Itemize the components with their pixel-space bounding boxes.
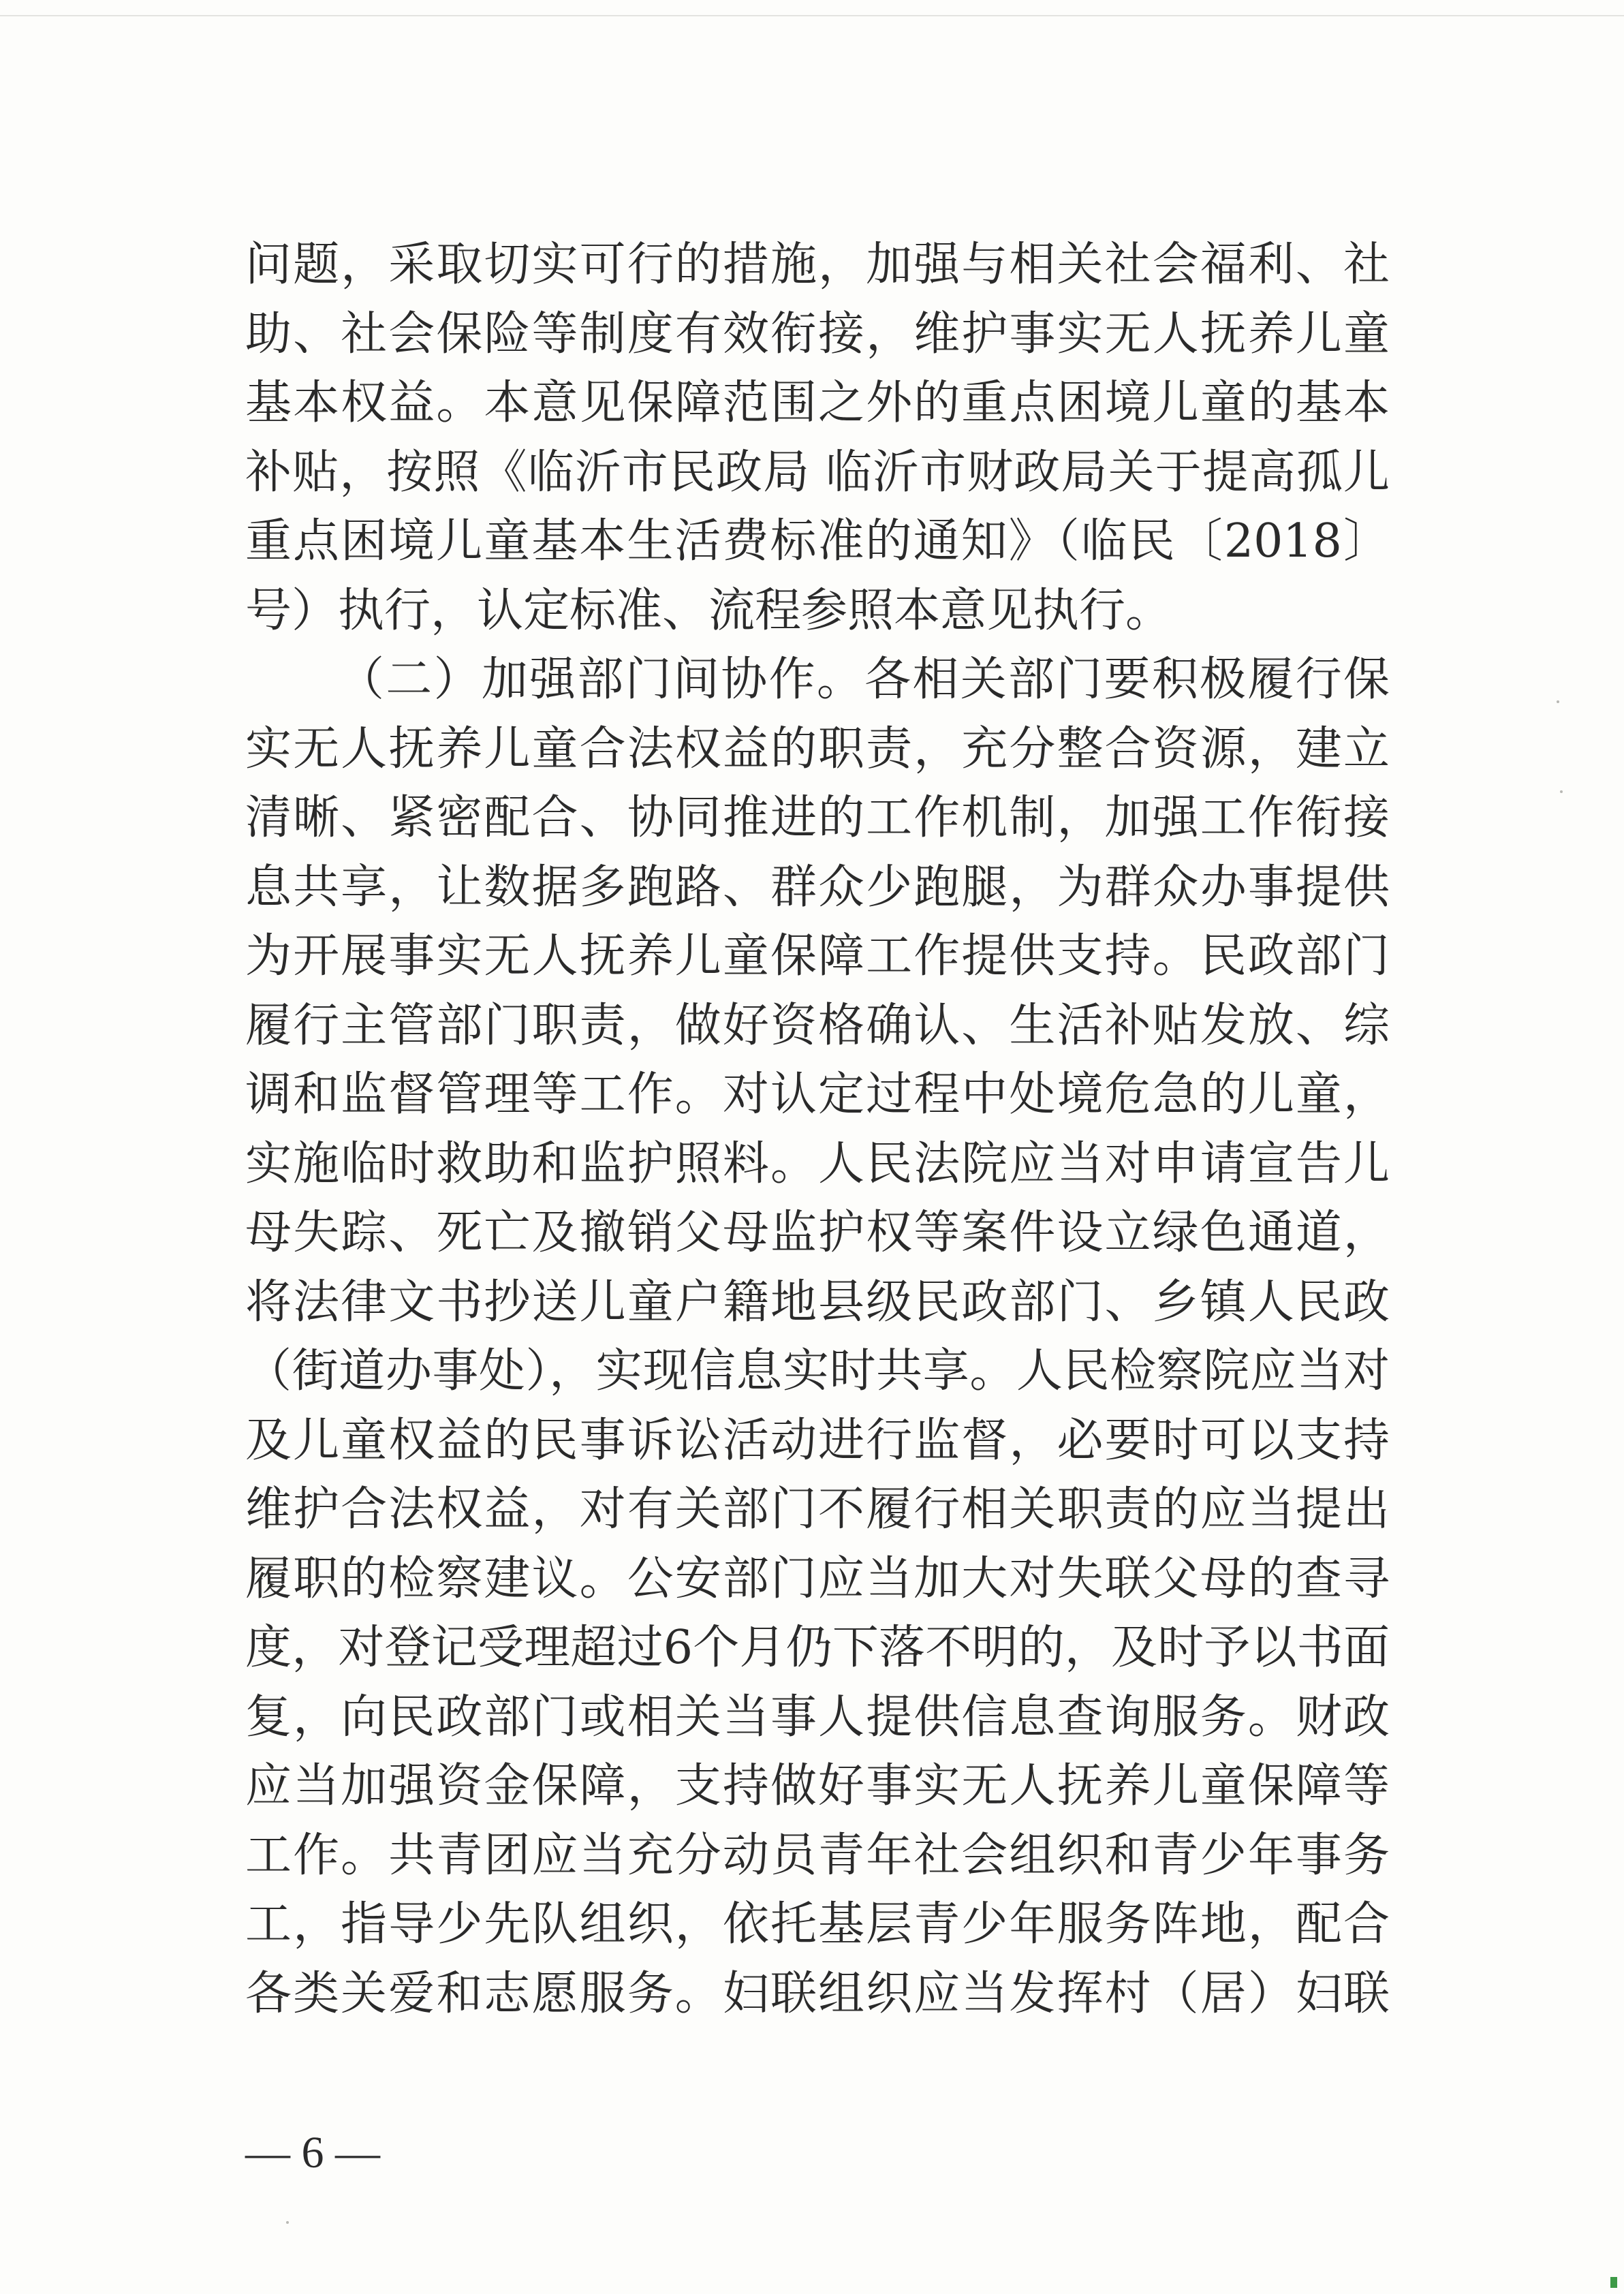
text-line: 息共享，让数据多跑路、群众少跑腿，为群众办事提供 xyxy=(245,860,1390,914)
text-line: 履职的检察建议。公安部门应当加大对失联父母的查寻 xyxy=(245,1551,1390,1606)
text-line: 问题，采取切实可行的措施，加强与相关社会福利、社 xyxy=(245,238,1390,292)
page-number: — 6 — xyxy=(245,2128,380,2177)
corner-mark xyxy=(1610,2277,1617,2288)
paragraph-start-line: （二）加强部门间协作。各相关部门要积极履行保 xyxy=(338,653,1390,707)
scan-speck xyxy=(286,2221,289,2224)
text-line: 实施临时救助和监护照料。人民法院应当对申请宣告儿 xyxy=(245,1136,1390,1191)
scan-speck xyxy=(1560,790,1563,793)
text-line: 将法律文书抄送儿童户籍地县级民政部门、乡镇人民政 xyxy=(245,1275,1390,1329)
text-line: （街道办事处），实现信息实时共享。人民检察院应当对 xyxy=(245,1344,1390,1398)
scan-speck xyxy=(1557,700,1559,703)
text-line: 工，指导少先队组织，依托基层青少年服务阵地，配合 xyxy=(245,1897,1390,1951)
text-line: 调和监督管理等工作。对认定过程中处境危急的儿童， xyxy=(245,1068,1390,1121)
text-line: 度，对登记受理超过6个月仍下落不明的，及时予以书面 xyxy=(245,1621,1390,1675)
text-line: 及儿童权益的民事诉讼活动进行监督，必要时可以支持 xyxy=(245,1413,1390,1468)
document-body xyxy=(245,230,1390,2028)
text-line: 各类关爱和志愿服务。妇联组织应当发挥村（居）妇联 xyxy=(245,1966,1390,2021)
text-line: 清晰、紧密配合、协同推进的工作机制，加强工作衔接 xyxy=(245,791,1390,845)
text-line: 履行主管部门职责，做好资格确认、生活补贴发放、综 xyxy=(245,998,1390,1053)
text-line: 基本权益。本意见保障范围之外的重点困境儿童的基本 xyxy=(245,376,1390,430)
text-line: 维护合法权益，对有关部门不履行相关职责的应当提出 xyxy=(245,1483,1390,1536)
text-line: 母失踪、死亡及撤销父母监护权等案件设立绿色通道， xyxy=(245,1206,1390,1260)
text-line: 为开展事实无人抚养儿童保障工作提供支持。民政部门 xyxy=(245,929,1390,983)
text-line: 实无人抚养儿童合法权益的职责，充分整合资源，建立 xyxy=(245,722,1390,776)
text-line: 应当加强资金保障，支持做好事实无人抚养儿童保障等 xyxy=(245,1759,1390,1813)
scan-edge xyxy=(0,15,1624,16)
text-line: 补贴，按照《临沂市民政局 临沂市财政局关于提高孤儿 xyxy=(245,445,1390,499)
text-line: 号）执行，认定标准、流程参照本意见执行。 xyxy=(245,583,1172,638)
text-line: 重点困境儿童基本生活费标准的通知》（临民〔2018〕 xyxy=(245,514,1390,568)
text-line: 复，向民政部门或相关当事人提供信息查询服务。财政 xyxy=(245,1690,1390,1744)
text-line: 工作。共青团应当充分动员青年社会组织和青少年事务 xyxy=(245,1828,1390,1882)
text-line: 助、社会保险等制度有效衔接，维护事实无人抚养儿童 xyxy=(245,307,1390,361)
